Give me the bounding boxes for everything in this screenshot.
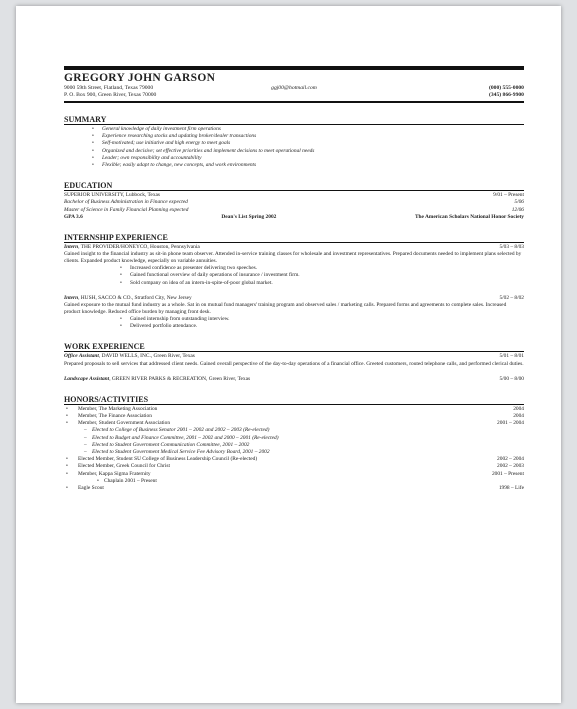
honors-item-text: • Member, Student Government Association <box>78 420 171 427</box>
internships-bullet: • Gained internship from outstanding interview. <box>130 316 524 323</box>
internships-title: Intern <box>64 244 79 251</box>
work-organization: , DAVID WELLS, INC., Green River, Texas <box>98 353 195 360</box>
phone-2: (345) 866-9900 <box>489 92 524 98</box>
education-heading: EDUCATION <box>64 181 524 191</box>
summary-list <box>64 126 524 169</box>
internships-title: Intern <box>64 294 79 301</box>
internships-entry <box>64 295 524 331</box>
honors-item <box>64 406 524 413</box>
internships-bullets <box>64 316 524 330</box>
internships-bullet: • Delivered portfolio attendance. <box>130 323 524 330</box>
internships-bullet: • Increased confidence as presenter delivering two speeches. <box>130 265 524 272</box>
applicant-name: GREGORY JOHN GARSON <box>64 72 216 84</box>
honor-society: The American Scholars National Honor Society <box>414 213 524 220</box>
honors-item-text: • Member, The Finance Association <box>78 413 152 420</box>
internship-list <box>64 244 524 330</box>
honors-item <box>64 442 524 449</box>
work-list <box>64 353 524 382</box>
summary-item: • Organized and decisive; set effective priorities and implement decisions to meet operational needs <box>102 148 524 155</box>
honors-item <box>64 413 524 420</box>
honors-item <box>64 463 524 470</box>
honors-item <box>64 427 524 434</box>
internships-dates: 5/03 – 8/03 <box>499 244 524 251</box>
honors-item-text: – Elected to College of Business Senator 2001 – 2002 and 2002 – 2003 (Re-elected) <box>92 427 270 434</box>
work-heading-line <box>64 376 250 383</box>
internships-organization: , THE PROVIDER/HONEYCO, Houston, Pennsylvania <box>78 244 200 251</box>
internship-heading: INTERNSHIP EXPERIENCE <box>64 233 524 243</box>
honors-item-date: 2002 – 2003 <box>497 463 524 470</box>
internships-heading-line <box>64 295 192 302</box>
address-line-2: P. O. Box 900, Green River, Texas 70000 <box>64 92 157 98</box>
internships-dates: 5/02 – 8/02 <box>499 294 524 301</box>
honors-item <box>64 485 524 492</box>
internships-bullet: • Gained functional overview of daily operations of insurance / investment firm. <box>130 272 524 279</box>
honors-item-date: 2001 – Present <box>491 470 524 477</box>
summary-item: • Self-motivated; use initiative and high energy to meet goals <box>102 140 524 147</box>
work-description: Prepared proposals to sell services that addressed client needs. Gained overall perspective of the day-to-day operations of a financial office. Greeted customers, routed telephone calls, and performed clerical duties. <box>64 360 524 367</box>
internships-entry <box>64 244 524 287</box>
header-rule <box>64 101 524 103</box>
work-heading-line <box>64 353 195 360</box>
honors-item <box>64 435 524 442</box>
honors-heading: HONORS/ACTIVITIES <box>64 395 524 405</box>
summary-item: • Flexible; easily adapt to change, new concepts, and work environments <box>102 162 524 169</box>
school-name: SUPERIOR UNIVERSITY, Lubbock, Texas <box>64 192 161 199</box>
internships-bullets <box>64 265 524 287</box>
honors-list <box>64 406 524 492</box>
phone-1: (000) 555-0000 <box>489 85 524 91</box>
work-title: Landscape Assistant <box>64 375 110 382</box>
deans-list: Dean's List Spring 2002 <box>221 213 277 220</box>
honors-item-text: – Elected to Student Government Medical Service Fee Advisory Board, 2001 – 2002 <box>92 449 270 456</box>
summary-heading: SUMMARY <box>64 115 524 125</box>
summary-item: • General knowledge of daily investment firm operations <box>102 126 524 133</box>
honors-item-date: 1998 – Life <box>498 485 524 492</box>
honors-item-text: • Member, Kappa Sigma Fraternity <box>78 470 151 477</box>
degree-2-date: 12/06 <box>511 206 524 213</box>
work-dates: 5/00 – 8/00 <box>499 375 524 382</box>
internships-organization: , HUSH, SACCO & CO., Stratford City, New Jersey <box>78 294 192 301</box>
honors-item-text: • Eagle Scout <box>78 485 104 492</box>
honors-item-date: 2004 <box>513 413 524 420</box>
honors-item <box>64 478 524 485</box>
honors-item-text: • Elected Member, Greek Council for Christ <box>78 463 170 470</box>
honors-item-date: 2001 – 2004 <box>497 420 524 427</box>
resume-content <box>64 66 524 492</box>
honors-item-text: • Elected Member, Student SU College of Business Leadership Council (Re-elected) <box>78 456 258 463</box>
degree-2: Master of Science in Family Financial Planning expected <box>64 206 189 213</box>
internships-description: Gained exposure to the mutual fund industry as a whole. Sat in on mutual fund managers' training program and observed sales / marketing calls. Prepared forms and agreements to complete sales. Increased product knowledge. Reduced office burden by managing front desk. <box>64 302 507 316</box>
work-heading: WORK EXPERIENCE <box>64 342 524 352</box>
work-entry <box>64 376 524 383</box>
degree-1-date: 5/06 <box>514 199 524 206</box>
honors-item-date: 2002 – 2004 <box>497 456 524 463</box>
school-dates: 9/01 – Present <box>493 192 524 199</box>
honors-item <box>64 471 524 478</box>
degree-1: Bachelor of Business Administration in Finance expected <box>64 199 188 206</box>
summary-item: • Leader; own responsibility and accountability <box>102 155 524 162</box>
honors-item-text: – Elected to Budget and Finance Committee, 2001 – 2002 and 2000 – 2001 (Re-elected) <box>92 434 279 441</box>
work-title: Office Assistant <box>64 353 99 360</box>
contact-block <box>64 85 524 99</box>
honors-item-date: 2004 <box>513 405 524 412</box>
summary-item: • Experience researching stocks and updating broker/dealer transactions <box>102 133 524 140</box>
education-block <box>64 192 524 221</box>
address-line-1: 9000 59th Street, Flatland, Texas 79000 <box>64 85 154 91</box>
internships-description: Gained insight to the financial industry as sit-in phone team observer. Attended in-service training classes for wholesale and investment representatives. Prepared documents needed to implement plans selected by clients. Expanded product knowledge, especially on variable annuities. <box>64 251 522 265</box>
top-rule <box>64 66 524 70</box>
honors-item-text: • Member, The Marketing Association <box>78 405 158 412</box>
work-organization: , GREEN RIVER PARKS & RECREATION, Green River, Texas <box>109 375 251 382</box>
gpa: GPA 3.6 <box>64 213 83 220</box>
honors-item-text: • Chaplain 2001 – Present <box>104 477 157 484</box>
internships-bullet: • Sold company on idea of an intern-in-spite-of-poor global market. <box>130 280 524 287</box>
email-address: ggj00@hotmail.com <box>271 85 317 91</box>
work-dates: 5/01 – 8/01 <box>499 353 524 360</box>
work-entry <box>64 353 524 367</box>
resume-page <box>16 6 561 703</box>
honors-item-text: – Elected to Student Government Communication Committee, 2001 – 2002 <box>92 441 250 448</box>
